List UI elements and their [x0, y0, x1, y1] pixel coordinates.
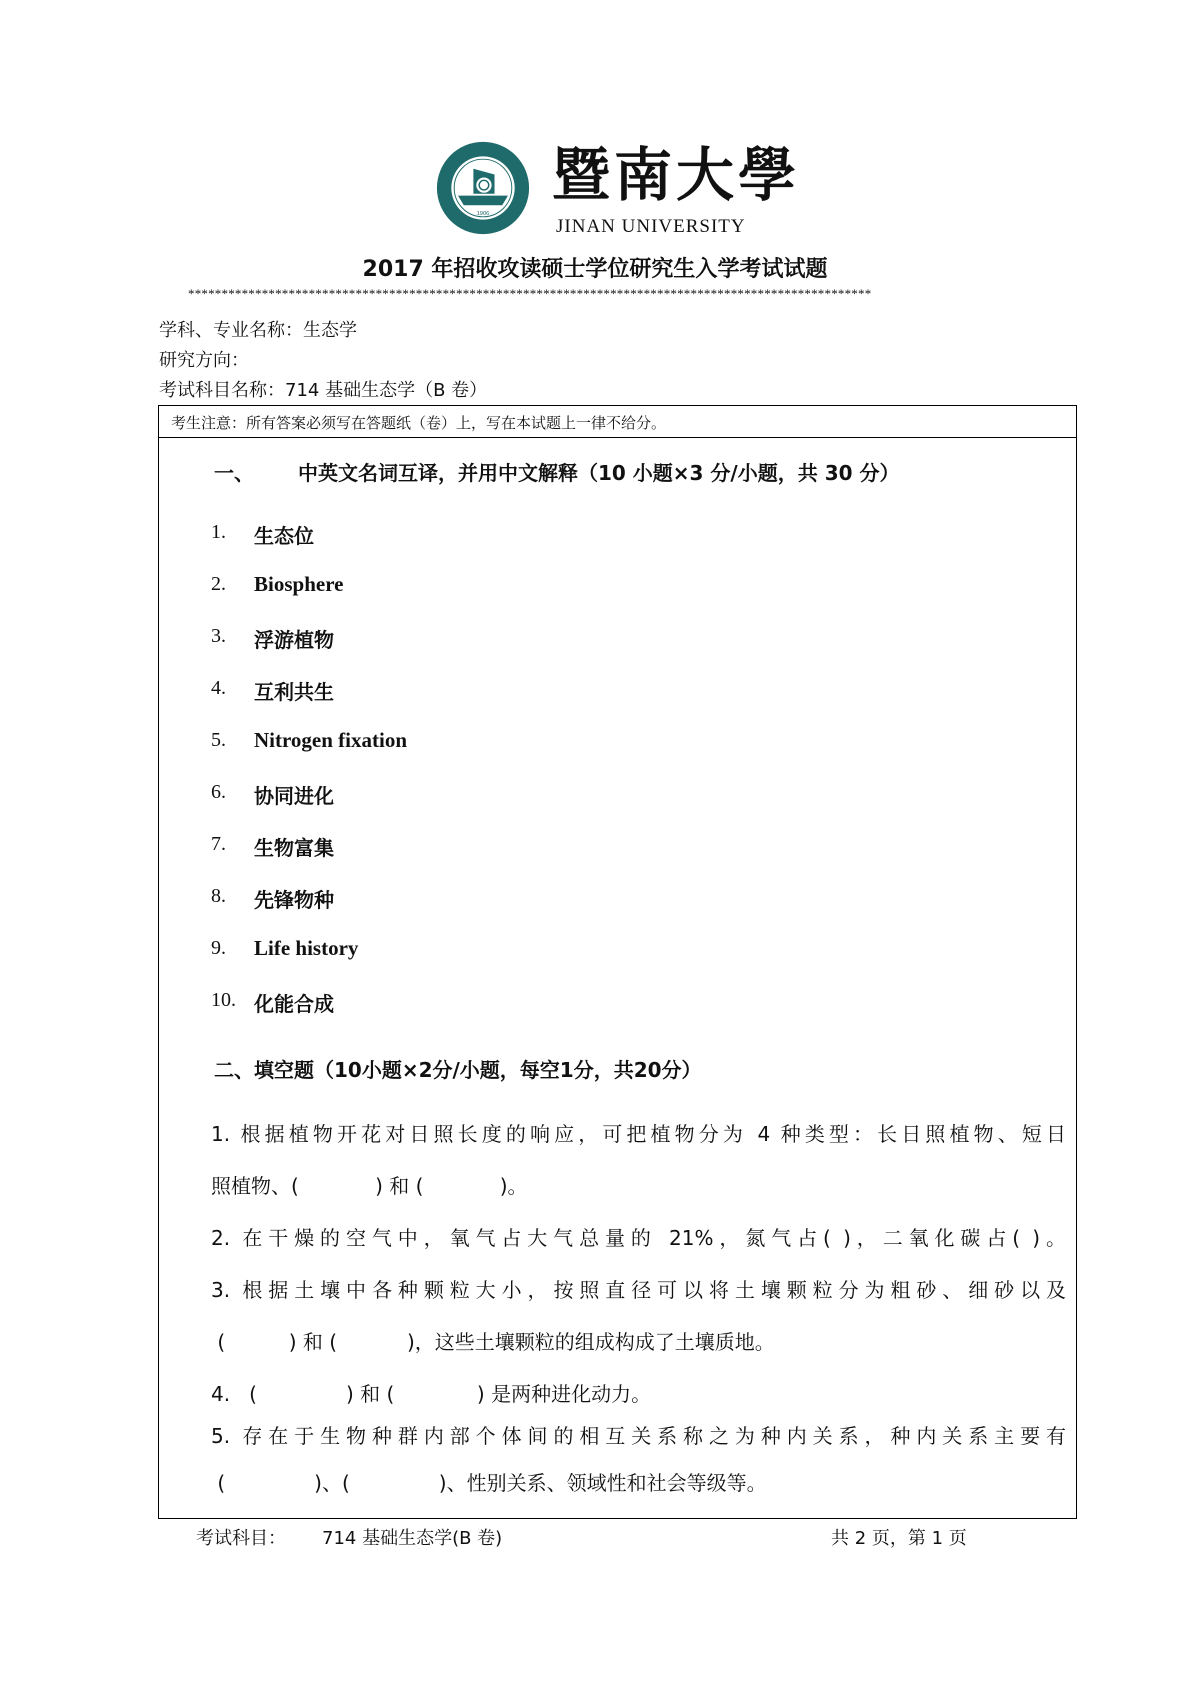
exam-title: 2017 年招收攻读硕士学位研究生入学考试试题 [362, 257, 828, 282]
footer-page-count: 共 2 页，第 1 页 [831, 1528, 967, 1549]
candidate-notice: 考生注意：所有答案必须写在答题纸（卷）上，写在本试题上一律不给分。 [171, 414, 667, 432]
term-item: 先锋物种 [254, 888, 334, 912]
term-item: 互利共生 [254, 680, 334, 704]
question-line: 4. ( ) 和 ( ) 是两种进化动力。 [211, 1382, 652, 1406]
item-number: 7. [211, 833, 226, 855]
university-name-cn: 暨南大學 [552, 141, 801, 209]
question-line: 3. 根据土壤中各种颗粒大小，按照直径可以将土壤颗粒分为粗砂、细砂以及 [211, 1278, 1066, 1302]
svg-text:1906: 1906 [476, 210, 490, 217]
question-line: ( ) 和 ( )，这些土壤颗粒的组成构成了土壤质地。 [211, 1330, 775, 1354]
item-number: 2. [211, 573, 226, 595]
term-item: Life history [254, 936, 359, 960]
item-number: 3. [211, 625, 226, 647]
item-number: 8. [211, 885, 226, 907]
question-line: 5. 存在于生物种群内部个体间的相互关系称之为种内关系，种内关系主要有 [211, 1424, 1066, 1448]
term-item: 生态位 [254, 524, 314, 548]
section2-heading: 二、填空题（10小题×2分/小题，每空1分，共20分） [214, 1058, 702, 1082]
term-item: Nitrogen fixation [254, 728, 408, 752]
university-name-en: JINAN UNIVERSITY [556, 216, 746, 237]
item-number: 4. [211, 677, 226, 699]
term-item: 协同进化 [254, 784, 334, 808]
item-number: 1. [211, 521, 226, 543]
footer-subject: 714 基础生态学(B 卷) [322, 1528, 503, 1549]
exam-subject: 考试科目名称：714 基础生态学（B 卷） [159, 380, 488, 401]
item-number: 10. [211, 989, 236, 1011]
item-number: 6. [211, 781, 226, 803]
term-item: 浮游植物 [254, 628, 334, 652]
item-number: 5. [211, 729, 226, 751]
term-item: Biosphere [254, 572, 344, 596]
question-line: 2. 在干燥的空气中，氧气占大气总量的 21%，氮气占( )，二氧化碳占( )。 [211, 1226, 1066, 1250]
question-line: 照植物、( ) 和 ( )。 [211, 1174, 528, 1198]
research-direction: 研究方向： [159, 350, 249, 371]
item-number: 9. [211, 937, 226, 959]
section1-number: 一、 [214, 461, 254, 485]
notice-row [159, 406, 1076, 438]
term-item: 生物富集 [254, 836, 334, 860]
question-line: ( )、( )、性别关系、领域性和社会等级等。 [211, 1471, 767, 1495]
footer-subject-label: 考试科目： [196, 1528, 286, 1549]
university-seal-logo [435, 140, 531, 236]
question-line: 1. 根据植物开花对日照长度的响应，可把植物分为 4 种类型：长日照植物、短日 [211, 1122, 1066, 1146]
major-name: 学科、专业名称：生态学 [159, 320, 357, 341]
star-divider: ****************************************************************************************************** [188, 286, 872, 301]
section1-heading: 中英文名词互译，并用中文解释（10 小题×3 分/小题，共 30 分） [298, 461, 900, 485]
term-item: 化能合成 [254, 992, 334, 1016]
